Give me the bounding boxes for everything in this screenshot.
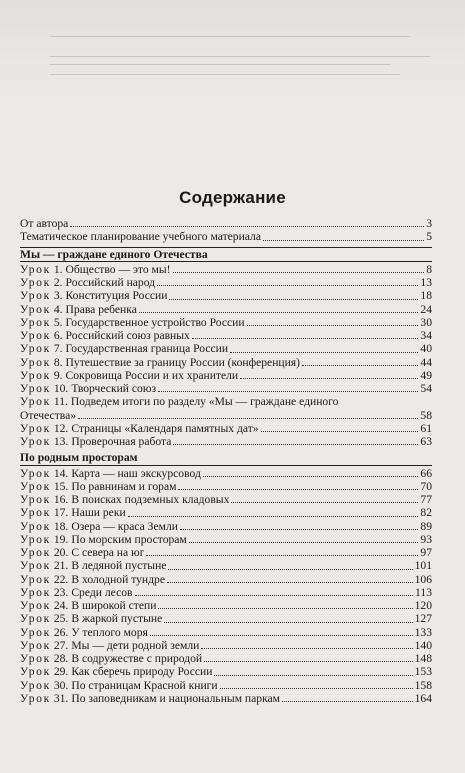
lesson-index: 22. [53, 572, 69, 586]
toc-entry [20, 217, 432, 230]
entry-title: В содружестве с природой [71, 652, 203, 665]
dot-leader [164, 621, 412, 623]
lesson-number [20, 356, 63, 369]
lesson-label: Урок [20, 572, 51, 586]
toc-entry [20, 422, 432, 435]
entry-title: Карта — наш экскурсовод [71, 466, 201, 480]
lesson-number [20, 382, 68, 395]
lesson-index: 3. [53, 289, 63, 303]
page-number: 106 [414, 572, 432, 586]
lesson-index: 15. [53, 479, 69, 493]
lesson-label: Урок [20, 625, 51, 639]
section-heading: Мы — граждане единого Отечества [20, 247, 432, 262]
entry-title: По морским просторам [71, 532, 187, 546]
lesson-index: 5. [53, 315, 63, 329]
lesson-number [20, 480, 68, 493]
lesson-index: 29. [53, 665, 69, 679]
entry-title: Среди лесов [71, 585, 133, 599]
lesson-number [20, 263, 63, 276]
page-number: 40 [420, 342, 432, 356]
lesson-number [20, 626, 68, 639]
page-number: 30 [420, 315, 432, 329]
dot-leader [168, 568, 412, 570]
lesson-label: Урок [20, 421, 51, 435]
toc-entry [20, 533, 432, 546]
dot-leader [157, 284, 418, 286]
lesson-label: Урок [20, 276, 51, 289]
entry-title: Творческий союз [71, 382, 157, 395]
entry-title: Государственная граница России [65, 342, 229, 356]
lesson-index: 6. [53, 329, 63, 342]
toc-entry [20, 546, 432, 559]
dot-leader [230, 351, 418, 353]
toc-entry [20, 369, 432, 382]
page-number: 97 [420, 546, 432, 559]
lesson-label: Урок [20, 315, 51, 329]
lesson-label: Урок [20, 289, 51, 303]
page-number: 34 [420, 329, 432, 342]
page-number: 77 [420, 493, 432, 506]
dot-leader [167, 581, 413, 583]
lesson-label: Урок [20, 612, 51, 626]
page-number: 133 [414, 625, 432, 639]
lesson-label: Урок [20, 585, 51, 599]
lesson-index: 24. [53, 599, 69, 612]
toc-entry [20, 679, 432, 692]
dot-leader [231, 501, 418, 503]
lesson-index: 30. [53, 678, 69, 692]
lesson-number [20, 276, 63, 289]
lesson-index: 14. [53, 466, 69, 480]
lesson-index: 13. [53, 435, 69, 448]
dot-leader [203, 475, 419, 477]
entry-title: В жаркой пустыне [71, 612, 163, 626]
page-number: 113 [415, 585, 432, 599]
lesson-label: Урок [20, 466, 51, 480]
toc-entry [20, 467, 432, 480]
toc-entry [20, 506, 432, 519]
lesson-index: 21. [53, 559, 69, 573]
lesson-label: Урок [20, 652, 51, 665]
entry-title: Российский союз равных [65, 329, 190, 342]
entry-title: В ледяной пустыне [71, 559, 167, 573]
dot-leader [78, 417, 418, 419]
lesson-number [20, 520, 68, 533]
lesson-label: Урок [20, 262, 51, 276]
lesson-label: Урок [20, 302, 51, 316]
toc-entry [20, 480, 432, 493]
toc-entry [20, 316, 432, 329]
lesson-label: Урок [20, 599, 51, 612]
toc-entry [20, 276, 432, 289]
lesson-label: Урок [20, 493, 51, 506]
entry-title: Как сберечь природу России [71, 665, 213, 679]
dot-leader [201, 647, 412, 649]
page-number: 164 [414, 691, 432, 705]
lesson-number [20, 303, 63, 316]
toc-entry [20, 230, 432, 243]
page-number: 120 [414, 599, 432, 612]
lesson-number [20, 395, 68, 408]
page-number: 89 [420, 519, 432, 533]
lesson-index: 28. [53, 652, 69, 665]
lesson-index: 23. [53, 585, 69, 599]
dot-leader [240, 377, 418, 379]
toc-entry [20, 289, 432, 302]
page-number: 61 [420, 421, 432, 435]
lesson-index: 7. [53, 342, 63, 356]
entry-title-continued: Отечества» [20, 408, 77, 422]
dot-leader [70, 225, 424, 227]
dot-leader [204, 660, 412, 662]
page-number: 8 [426, 262, 432, 276]
lesson-label: Урок [20, 638, 51, 652]
page-number: 127 [414, 612, 432, 626]
toc-entry [20, 586, 432, 599]
dot-leader [189, 541, 419, 543]
entry-title: В поисках подземных кладовых [71, 493, 230, 506]
lesson-number [20, 435, 68, 448]
page-number: 70 [420, 479, 432, 493]
lesson-number [20, 329, 63, 342]
lesson-label: Урок [20, 532, 51, 546]
page-number: 63 [420, 435, 432, 448]
lesson-number [20, 692, 68, 705]
lesson-label: Урок [20, 479, 51, 493]
dot-leader [139, 311, 419, 313]
page-number: 3 [426, 217, 432, 230]
dot-leader [220, 687, 413, 689]
dot-leader [158, 390, 418, 392]
lesson-index: 25. [53, 612, 69, 626]
table-of-contents [20, 217, 432, 705]
dot-leader [128, 515, 419, 517]
lesson-number [20, 639, 68, 652]
page-number: 49 [420, 368, 432, 382]
page-number: 58 [420, 408, 432, 422]
lesson-number [20, 422, 68, 435]
lesson-number [20, 342, 63, 355]
entry-title: От автора [20, 217, 69, 230]
lesson-label: Урок [20, 395, 51, 409]
lesson-label: Урок [20, 382, 51, 395]
page-number: 44 [420, 355, 432, 369]
entry-title: Конституция России [65, 289, 168, 303]
toc-entry [20, 692, 432, 705]
lesson-number [20, 493, 68, 506]
page-number: 13 [420, 276, 432, 289]
page-number: 54 [420, 382, 432, 395]
lesson-number [20, 679, 68, 692]
page-number: 18 [420, 289, 432, 303]
entry-title: Сокровища России и их хранители [65, 368, 239, 382]
lesson-number [20, 467, 68, 480]
lesson-label: Урок [20, 691, 51, 705]
toc-entry-continuation [20, 409, 432, 422]
toc-entry [20, 665, 432, 678]
toc-entry [20, 493, 432, 506]
dot-leader [146, 554, 418, 556]
lesson-index: 26. [53, 625, 69, 639]
entry-title: По равнинам и горам [71, 479, 177, 493]
lesson-number [20, 289, 63, 302]
toc-entry [20, 382, 432, 395]
entry-title: По заповедникам и национальным паркам [71, 691, 281, 705]
lesson-label: Урок [20, 368, 51, 382]
toc-entry [20, 639, 432, 652]
dot-leader [302, 364, 418, 366]
dot-leader [214, 674, 412, 676]
dot-leader [261, 430, 419, 432]
previous-page-bleed-through [0, 0, 465, 110]
page-number: 140 [414, 638, 432, 652]
lesson-label: Урок [20, 559, 51, 573]
page-number: 24 [420, 302, 432, 316]
entry-title: Российский народ [65, 276, 156, 289]
page-number: 5 [426, 230, 432, 244]
dot-leader [158, 607, 412, 609]
lesson-label: Урок [20, 435, 51, 448]
toc-entry [20, 520, 432, 533]
entry-title: Мы — дети родной земли [71, 638, 200, 652]
dot-leader [180, 528, 418, 530]
page-title: Содержание [179, 188, 286, 207]
lesson-index: 31. [53, 691, 69, 705]
page-number: 101 [414, 559, 432, 573]
toc-entry [20, 599, 432, 612]
entry-title: С севера на юг [71, 546, 145, 559]
lesson-index: 20. [53, 546, 69, 559]
lesson-index: 16. [53, 493, 69, 506]
entry-title: Общество — это мы! [65, 262, 171, 276]
section-heading: По родным просторам [20, 451, 432, 465]
lesson-number [20, 369, 63, 382]
entry-title: Тематическое планирование учебного материала [20, 230, 261, 244]
lesson-index: 19. [53, 532, 69, 546]
toc-entry [20, 559, 432, 572]
dot-leader [282, 700, 413, 702]
toc-entry [20, 626, 432, 639]
dot-leader [169, 298, 418, 300]
lesson-number [20, 533, 68, 546]
toc-entry [20, 356, 432, 369]
dot-leader [173, 443, 418, 445]
lesson-number [20, 612, 68, 625]
lesson-index: 11. [53, 395, 68, 409]
entry-title: Государственное устройство России [65, 315, 245, 329]
toc-entry [20, 342, 432, 355]
lesson-index: 1. [53, 262, 63, 276]
dot-leader [263, 239, 424, 241]
toc-entry [20, 303, 432, 316]
page-number: 158 [414, 678, 432, 692]
lesson-label: Урок [20, 329, 51, 342]
entry-title: В холодной тундре [71, 572, 165, 586]
entry-title: Наши реки [71, 506, 126, 520]
entry-title: Страницы «Календаря памятных дат» [71, 421, 259, 435]
toc-entry [20, 573, 432, 586]
page-number: 148 [414, 652, 432, 665]
page-number: 153 [414, 665, 432, 679]
lesson-index: 2. [53, 276, 63, 289]
lesson-label: Урок [20, 678, 51, 692]
lesson-label: Урок [20, 342, 51, 356]
entry-title: Проверочная работа [71, 435, 172, 448]
lesson-number [20, 665, 68, 678]
lesson-number [20, 599, 68, 612]
lesson-number [20, 546, 68, 559]
lesson-index: 4. [53, 302, 63, 316]
toc-entry [20, 435, 432, 448]
toc-entry [20, 263, 432, 276]
entry-title: В широкой степи [71, 599, 157, 612]
lesson-number [20, 573, 68, 586]
lesson-index: 9. [53, 368, 63, 382]
lesson-label: Урок [20, 506, 51, 520]
lesson-label: Урок [20, 355, 51, 369]
toc-entry [20, 329, 432, 342]
lesson-number [20, 559, 68, 572]
toc-entry [20, 652, 432, 665]
toc-entry [20, 612, 432, 625]
lesson-index: 27. [53, 638, 69, 652]
dot-leader [247, 324, 419, 326]
toc-entry [20, 395, 432, 408]
lesson-index: 17. [53, 506, 69, 520]
dot-leader [135, 594, 414, 596]
lesson-index: 10. [53, 382, 69, 395]
lesson-label: Урок [20, 519, 51, 533]
dot-leader [150, 634, 413, 636]
dot-leader [192, 337, 419, 339]
lesson-label: Урок [20, 546, 51, 559]
entry-title: По страницам Красной книги [71, 678, 218, 692]
page-number: 93 [420, 532, 432, 546]
lesson-number [20, 316, 63, 329]
lesson-number [20, 506, 68, 519]
entry-title: Озера — краса Земли [71, 519, 178, 533]
lesson-index: 18. [53, 519, 69, 533]
entry-title: У теплого моря [71, 625, 148, 639]
page-number: 82 [420, 506, 432, 520]
dot-leader [178, 488, 418, 490]
lesson-number [20, 586, 68, 599]
entry-title: Права ребенка [65, 302, 137, 316]
lesson-index: 12. [53, 421, 69, 435]
dot-leader [173, 271, 425, 273]
entry-title: Путешествие за границу России (конференция) [65, 355, 300, 369]
lesson-index: 8. [53, 355, 63, 369]
entry-title: Подведем итоги по разделу «Мы — граждане единого [70, 395, 339, 409]
lesson-number [20, 652, 68, 665]
page-number: 66 [420, 466, 432, 480]
lesson-label: Урок [20, 665, 51, 679]
